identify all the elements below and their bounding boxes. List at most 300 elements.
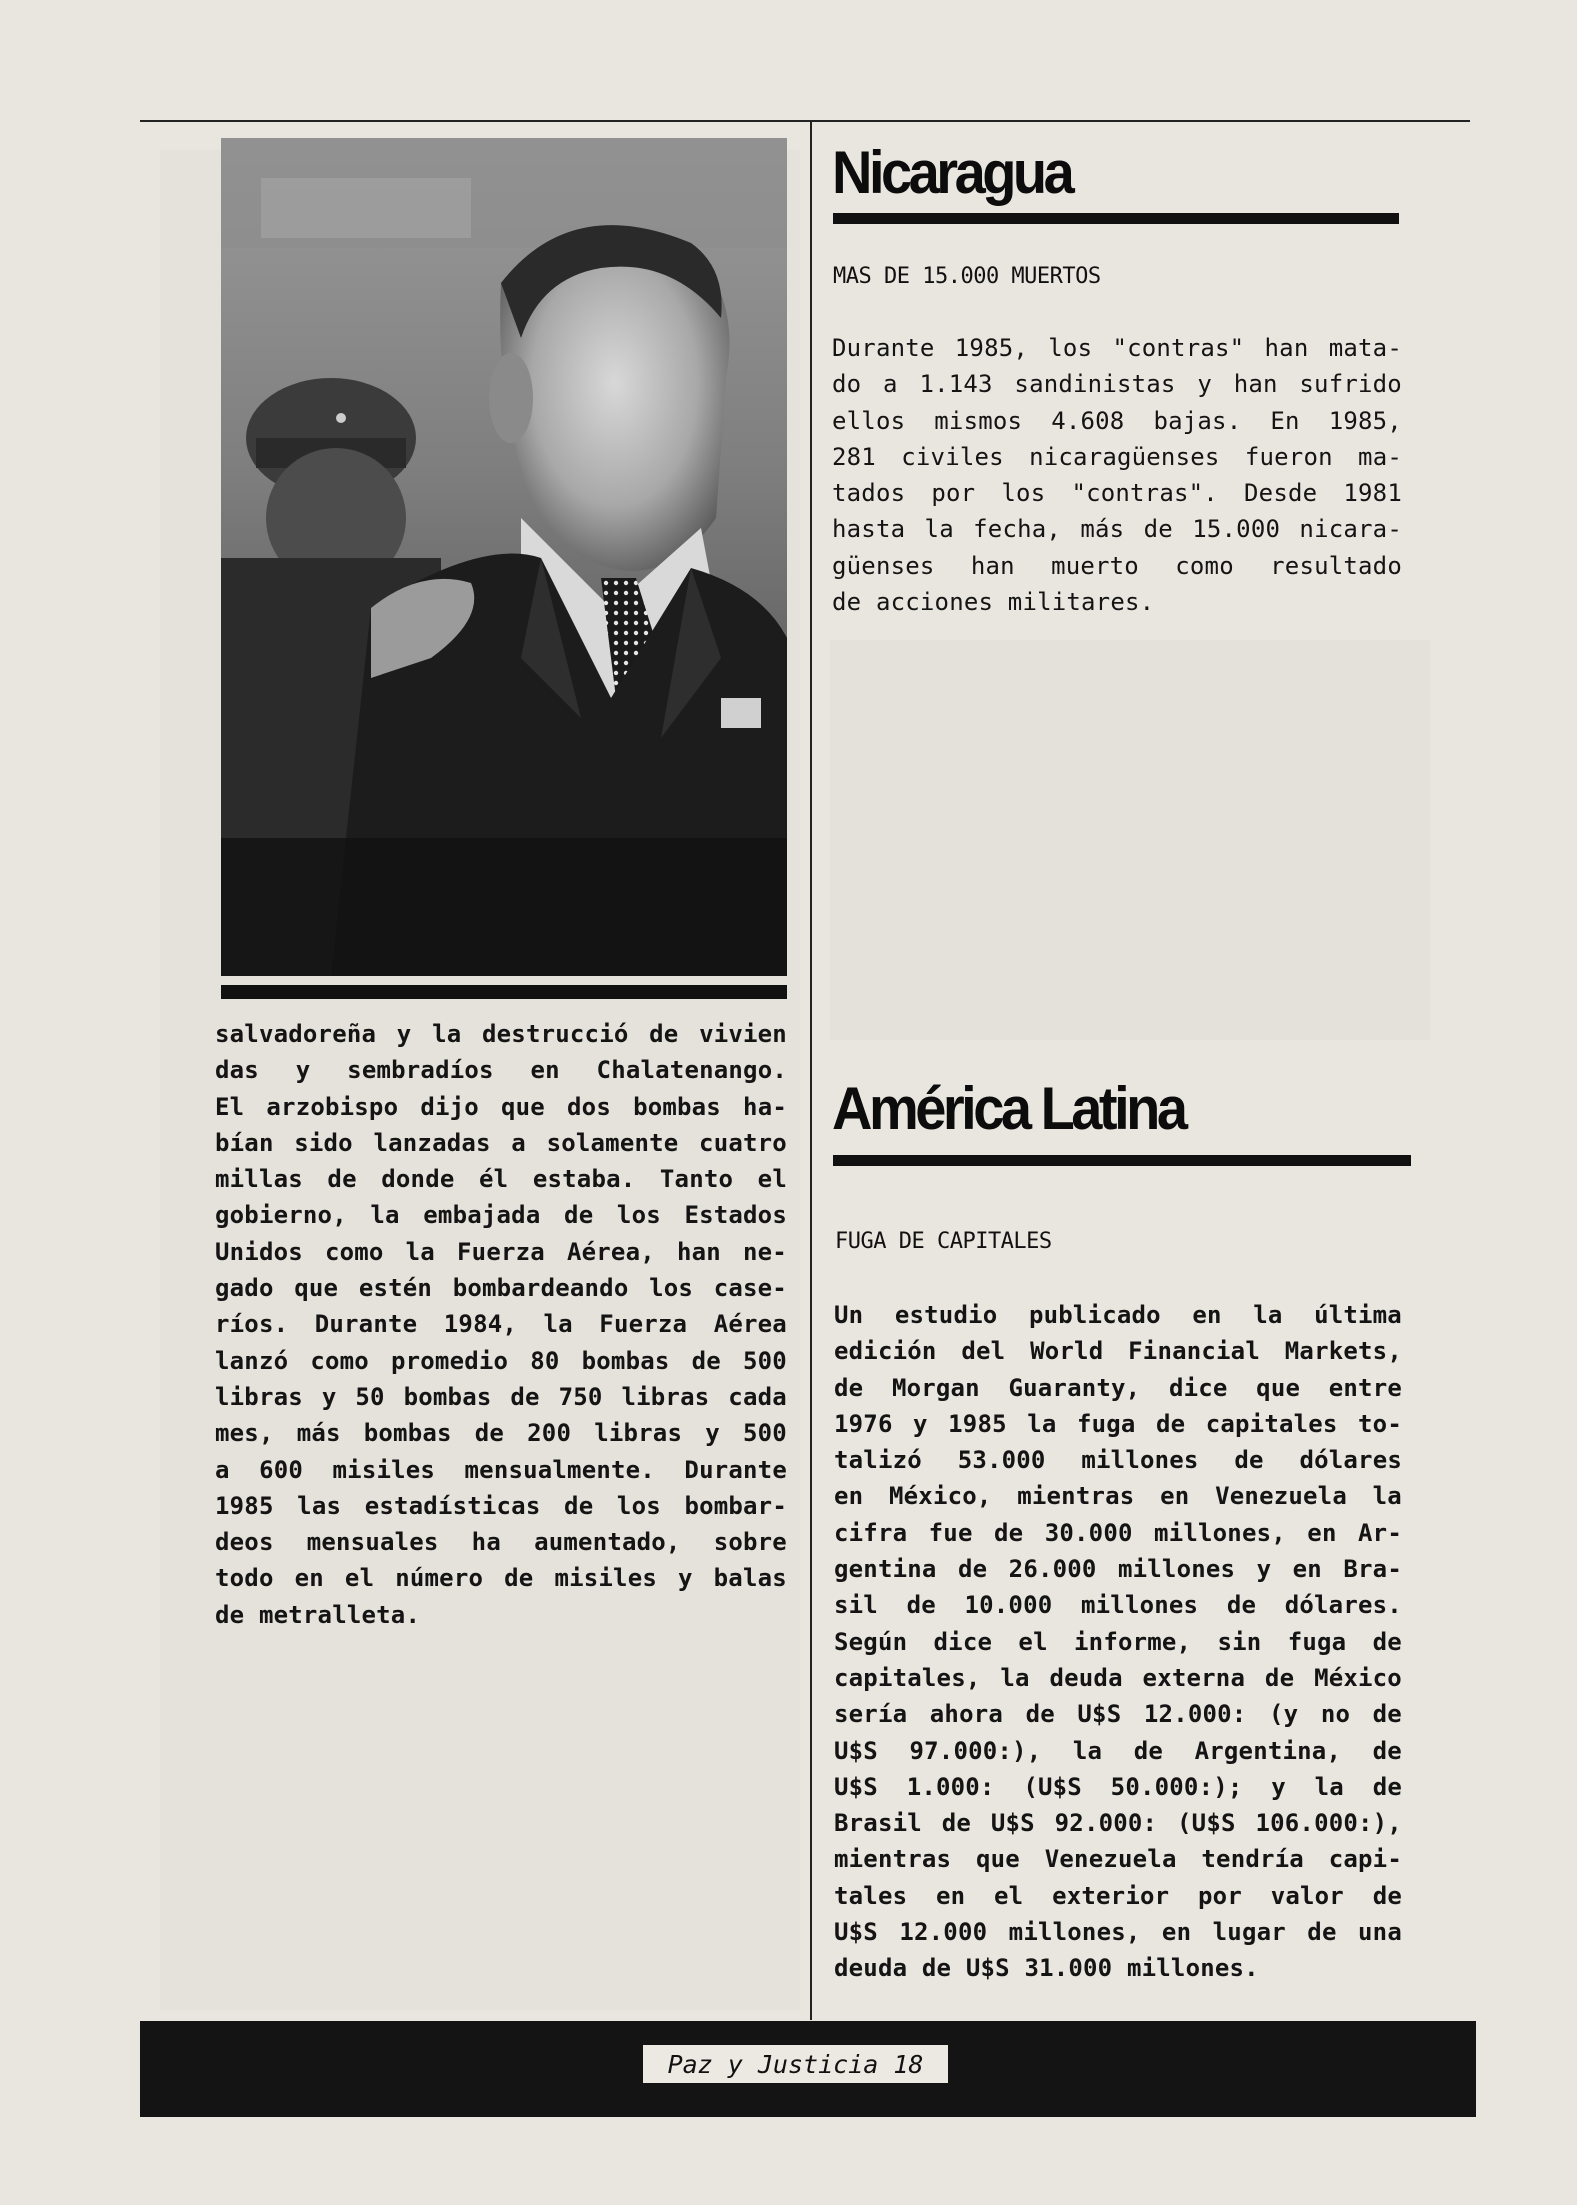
word: tados (832, 479, 906, 508)
word: 80 (530, 1346, 560, 1375)
word: ellos (832, 406, 906, 435)
word: y (1197, 370, 1212, 399)
word: (U$S (1177, 1809, 1236, 1838)
word: fuga (1287, 1627, 1347, 1656)
word: el (1018, 1627, 1048, 1656)
word: 500 (742, 1346, 787, 1375)
word: y (913, 1409, 928, 1438)
word: han (1264, 334, 1309, 362)
word: dice (1168, 1373, 1228, 1402)
word: Aérea (713, 1310, 787, 1339)
word: embajada (423, 1201, 541, 1230)
word: 600 (259, 1455, 304, 1484)
word: dólares. (1284, 1591, 1402, 1620)
word: en (1161, 1918, 1192, 1947)
word: 281 (832, 442, 876, 471)
word: en (1192, 1301, 1222, 1329)
word: En (1270, 406, 1300, 435)
word: lanzadas (373, 1128, 491, 1157)
body-line (834, 1696, 1402, 1732)
word: de (1143, 515, 1173, 544)
word: to- (1358, 1409, 1402, 1438)
body-line (834, 1297, 1402, 1333)
word: 92.000: (1054, 1809, 1158, 1838)
word: millas (215, 1165, 303, 1194)
word: libras (621, 1382, 710, 1411)
word: de (1372, 1700, 1402, 1729)
word: de (1226, 1591, 1257, 1620)
word: solamente (546, 1128, 679, 1157)
word: fuga (1076, 1409, 1136, 1438)
nicaragua-rule (833, 213, 1399, 224)
word: la (1027, 1409, 1057, 1438)
word: 1985, (1328, 406, 1402, 435)
word: gado (215, 1274, 274, 1303)
word: externa (1142, 1663, 1246, 1692)
word: capitales (1205, 1409, 1338, 1438)
word: salvadoreña (215, 1020, 377, 1048)
word: número (395, 1564, 484, 1593)
word: Financial (1128, 1337, 1260, 1366)
word: estén (358, 1274, 433, 1303)
word: (U$S (1023, 1772, 1082, 1801)
body-line (834, 1950, 1402, 1986)
word: de (649, 1020, 679, 1048)
left-column-text (215, 1016, 787, 1633)
word: 1981 (1343, 479, 1402, 508)
word: aumentado, (534, 1528, 681, 1557)
line-text: de acciones militares. (832, 588, 1155, 617)
body-line (832, 330, 1402, 366)
body-line (215, 1488, 787, 1524)
body-line (215, 1379, 787, 1415)
word: de (941, 1809, 972, 1838)
word: la (370, 1201, 400, 1230)
word: dice (933, 1627, 993, 1656)
word: por (1198, 1881, 1242, 1910)
word: Un (834, 1301, 864, 1329)
word: de (1025, 1700, 1055, 1729)
word: en (1160, 1482, 1190, 1511)
word: Fuerza (457, 1237, 545, 1266)
word: Aérea, (566, 1237, 655, 1266)
word: estudio (894, 1301, 998, 1329)
word: capitales, (834, 1663, 981, 1692)
body-line (834, 1515, 1402, 1551)
word: la (1314, 1772, 1344, 1801)
body-line (834, 1478, 1402, 1514)
body-line (215, 1415, 787, 1451)
word: más (1080, 515, 1125, 544)
word: de (1372, 1881, 1402, 1910)
word: los (616, 1491, 661, 1520)
word: "contras". (1071, 479, 1218, 508)
word: de (834, 1373, 864, 1402)
word: libras (594, 1419, 683, 1448)
word: libras (215, 1382, 303, 1411)
word: Morgan (891, 1373, 980, 1402)
word: 4.608 (1051, 406, 1125, 435)
body-line (834, 1406, 1402, 1442)
word: 200 (527, 1419, 572, 1448)
body-line (832, 584, 1402, 620)
word: World (1030, 1337, 1104, 1366)
top-rule (140, 120, 1470, 122)
word: mes, (215, 1419, 274, 1448)
body-line (834, 1878, 1402, 1914)
photo-officials-saluting (221, 138, 787, 976)
word: 50.000:); (1110, 1772, 1243, 1801)
body-line (834, 1805, 1402, 1841)
word: la (1072, 1736, 1103, 1765)
body-line (834, 1587, 1402, 1623)
word: güenses (832, 551, 935, 580)
body-line (215, 1052, 787, 1088)
word: dijo (420, 1092, 479, 1121)
word: sil (834, 1591, 878, 1620)
word: ha (471, 1528, 501, 1557)
word: tendría (1201, 1845, 1304, 1874)
word: mata- (1328, 334, 1402, 362)
word: y (1271, 1772, 1286, 1801)
word: 12.000: (1143, 1700, 1247, 1729)
page-footer-label: Paz y Justicia 18 (643, 2045, 948, 2083)
word: Venezuela (1044, 1845, 1177, 1874)
body-line (215, 1197, 787, 1233)
word: ha- (743, 1092, 787, 1121)
word: sufrido (1299, 370, 1402, 399)
body-line (834, 1841, 1402, 1877)
word: lanzó (215, 1346, 289, 1375)
word: 106.000:), (1255, 1809, 1402, 1838)
body-line (832, 439, 1402, 475)
word: 1.143 (919, 370, 993, 399)
word: Venezuela (1215, 1482, 1347, 1511)
word: bombardeando (452, 1274, 629, 1303)
body-line (215, 1524, 787, 1560)
word: 1985 (215, 1491, 274, 1520)
word: ne- (742, 1237, 787, 1266)
body-line (215, 1306, 787, 1342)
word: cuatro (699, 1128, 787, 1157)
word: la (543, 1310, 573, 1339)
body-line (834, 1733, 1402, 1769)
word: Chalatenango. (596, 1056, 787, 1085)
word: han (676, 1237, 721, 1266)
word: capi- (1328, 1845, 1402, 1874)
word: en (294, 1564, 324, 1593)
word: mismos (934, 406, 1023, 435)
word: Fuerza (599, 1310, 688, 1339)
word: la (432, 1020, 462, 1048)
word: del (961, 1337, 1006, 1366)
word: estaba. (532, 1165, 636, 1194)
word: sin (1217, 1627, 1262, 1656)
word: de (906, 1591, 936, 1620)
america-latina-subhead: FUGA DE CAPITALES (835, 1229, 1052, 1254)
word: U$S (834, 1772, 878, 1801)
word: de (510, 1382, 540, 1411)
word: de (957, 1555, 988, 1584)
line-text: de metralleta. (215, 1600, 421, 1629)
word: no (1320, 1700, 1351, 1729)
word: 1984, (443, 1310, 518, 1339)
word: Argentina, (1194, 1736, 1342, 1765)
word: Bra- (1343, 1555, 1402, 1584)
word: los (1048, 334, 1093, 362)
word: la (405, 1237, 435, 1266)
word: hasta (832, 515, 906, 544)
word: han (970, 551, 1015, 580)
word: y (396, 1020, 412, 1048)
word: gentina (834, 1555, 937, 1584)
word: millones (1117, 1555, 1236, 1584)
word: vivien (699, 1020, 787, 1048)
word: la (1372, 1482, 1402, 1511)
word: Estados (684, 1201, 787, 1230)
body-line (832, 475, 1402, 511)
word: entre (1328, 1373, 1402, 1402)
body-line (215, 1597, 787, 1633)
word: exterior (1052, 1881, 1170, 1910)
word: Unidos (215, 1237, 303, 1266)
word: sobre (713, 1528, 787, 1557)
word: todo (215, 1564, 274, 1593)
word: última (1314, 1301, 1402, 1329)
word: millones, (1008, 1918, 1141, 1947)
word: civiles (901, 442, 1004, 471)
word: dos (567, 1092, 611, 1121)
word: millones (1081, 1446, 1199, 1475)
word: México, (889, 1482, 992, 1511)
word: "contras" (1112, 334, 1245, 362)
word: sido (294, 1128, 353, 1157)
word: balas (713, 1564, 787, 1593)
word: de (474, 1419, 505, 1448)
word: en (935, 1881, 966, 1910)
word: el (994, 1881, 1024, 1910)
word: y (321, 1382, 337, 1411)
word: Tanto (659, 1165, 734, 1194)
word: de (327, 1165, 357, 1194)
word: lugar (1212, 1918, 1286, 1947)
word: U$S (1077, 1700, 1122, 1729)
word: y (1256, 1555, 1272, 1584)
word: misiles (332, 1455, 436, 1484)
word: U$S (990, 1809, 1035, 1838)
word: en (1307, 1518, 1337, 1547)
word: arzobispo (266, 1092, 399, 1121)
word: cifra (834, 1518, 908, 1547)
body-line (832, 548, 1402, 584)
america-latina-rule (833, 1155, 1411, 1166)
word: de (1307, 1918, 1337, 1947)
word: mientras (834, 1845, 952, 1874)
word: los (616, 1201, 661, 1230)
word: una (1358, 1918, 1402, 1947)
word: gobierno, (215, 1201, 347, 1230)
word: fue (928, 1518, 973, 1547)
column-divider (810, 122, 812, 2020)
body-line (834, 1442, 1402, 1478)
word: nicara- (1299, 515, 1402, 544)
word: 500 (742, 1419, 787, 1448)
word: Durante (684, 1455, 787, 1484)
word: han (1233, 370, 1278, 399)
word: que (294, 1274, 339, 1303)
word: Según (834, 1627, 908, 1656)
word: Markets, (1284, 1337, 1402, 1366)
word: que (1256, 1373, 1301, 1402)
word: a (511, 1128, 526, 1157)
word: tales (834, 1881, 908, 1910)
body-line (215, 1125, 787, 1161)
word: sembradíos (347, 1056, 494, 1085)
word: la (1253, 1301, 1283, 1329)
word: Ar- (1358, 1518, 1402, 1547)
word: los (649, 1274, 694, 1303)
body-line (215, 1089, 787, 1125)
word: 50 (355, 1382, 385, 1411)
word: edición (834, 1337, 937, 1366)
word: bombar- (684, 1491, 787, 1520)
word: México (1314, 1663, 1402, 1692)
word: sandinistas (1014, 370, 1176, 399)
word: en (1292, 1555, 1322, 1584)
word: 30.000 (1044, 1518, 1133, 1547)
word: ríos. (215, 1310, 289, 1339)
word: cada (728, 1382, 787, 1411)
word: en (530, 1056, 560, 1085)
section-title-nicaragua: Nicaragua (832, 137, 1072, 206)
word: él (479, 1165, 509, 1194)
body-line (215, 1234, 787, 1270)
word: ma- (1358, 442, 1402, 471)
word: de (1155, 1409, 1186, 1438)
word: de (1372, 1627, 1402, 1656)
word: talizó (834, 1446, 922, 1475)
word: 97.000:), (909, 1736, 1042, 1765)
word: de (564, 1491, 594, 1520)
body-line (215, 1161, 787, 1197)
word: que (501, 1092, 545, 1121)
word: de (1234, 1446, 1264, 1475)
word: más (296, 1419, 341, 1448)
word: por (931, 479, 976, 508)
word: 26.000 (1008, 1555, 1097, 1584)
word: Desde (1244, 479, 1318, 508)
nicaragua-subhead: MAS DE 15.000 MUERTOS (833, 264, 1101, 289)
word: dólares (1299, 1446, 1402, 1475)
word: 1.000: (906, 1772, 995, 1801)
word: en (834, 1482, 864, 1511)
word: 1985 (948, 1409, 1007, 1438)
body-line (215, 1016, 787, 1052)
word: 12.000 (899, 1918, 988, 1947)
word: a (215, 1455, 230, 1484)
body-line (834, 1769, 1402, 1805)
body-line (215, 1560, 787, 1596)
word: bombas (363, 1419, 452, 1448)
word: deos (215, 1528, 274, 1557)
word: de (994, 1518, 1024, 1547)
body-line (832, 511, 1402, 547)
word: de (691, 1346, 721, 1375)
word: a (883, 370, 898, 399)
word: 750 (558, 1382, 603, 1411)
word: 1976 (834, 1409, 893, 1438)
word: de (1372, 1772, 1402, 1801)
word: como (1175, 551, 1234, 580)
word: de (1264, 1663, 1295, 1692)
word: promedio (390, 1346, 509, 1375)
word: valor (1270, 1881, 1344, 1910)
nicaragua-body (832, 330, 1402, 620)
word: y (705, 1419, 720, 1448)
word: los (1001, 479, 1046, 508)
word: 53.000 (957, 1446, 1046, 1475)
word: la (1000, 1663, 1030, 1692)
photo-caption-rule (221, 985, 787, 999)
word: bajas. (1153, 406, 1242, 435)
line-text: deuda de U$S 31.000 millones. (834, 1954, 1259, 1983)
word: do (832, 370, 862, 399)
word: muerto (1051, 551, 1139, 580)
section-title-america-latina: América Latina (832, 1073, 1185, 1142)
word: U$S (834, 1736, 878, 1765)
word: misiles (554, 1564, 657, 1593)
word: de (1133, 1736, 1164, 1765)
word: bombas (581, 1346, 670, 1375)
word: fecha, (973, 515, 1062, 544)
word: sería (834, 1700, 908, 1729)
word: donde (381, 1165, 455, 1194)
word: de (564, 1201, 594, 1230)
word: de (1372, 1736, 1402, 1765)
word: bombas (633, 1092, 721, 1121)
word: 1985, (954, 334, 1029, 362)
word: el (757, 1165, 787, 1194)
word: millones (1081, 1591, 1199, 1620)
word: millones, (1154, 1518, 1286, 1547)
word: 10.000 (964, 1591, 1053, 1620)
body-line (215, 1270, 787, 1306)
word: U$S (834, 1918, 878, 1947)
body-line (834, 1333, 1402, 1369)
word: mensualmente. (464, 1455, 655, 1484)
word: case- (713, 1274, 787, 1303)
word: Durante (832, 334, 935, 362)
word: publicado (1028, 1301, 1161, 1329)
word: informe, (1074, 1627, 1192, 1656)
word: Guaranty, (1008, 1373, 1141, 1402)
word: nicaragüenses (1029, 442, 1220, 471)
word: das (215, 1056, 259, 1085)
word: de (504, 1564, 534, 1593)
word: la (924, 515, 954, 544)
word: mensuales (306, 1528, 439, 1557)
word: el (344, 1564, 375, 1593)
word: estadísticas (364, 1491, 541, 1520)
word: como (324, 1237, 384, 1266)
word: fueron (1244, 442, 1333, 471)
word: las (297, 1491, 342, 1520)
word: 15.000 (1192, 515, 1281, 544)
body-line (215, 1452, 787, 1488)
word: resultado (1270, 551, 1402, 580)
word: que (976, 1845, 1020, 1874)
word: ahora (929, 1700, 1004, 1729)
